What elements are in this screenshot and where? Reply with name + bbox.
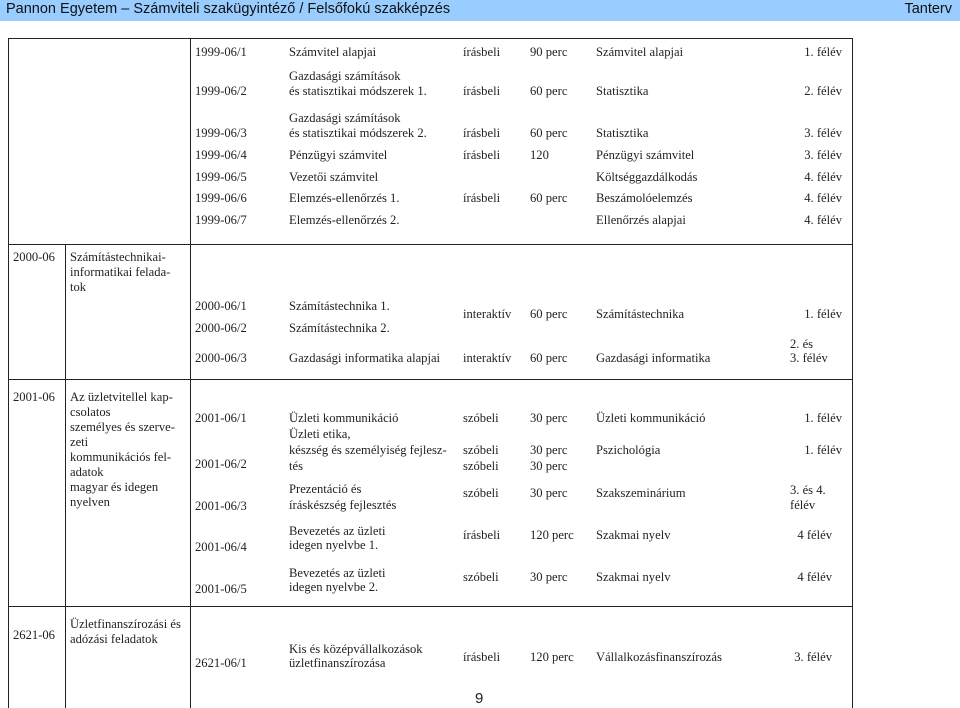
row-code: 1999-06/5 (195, 170, 247, 184)
row-subject-line1: Prezentáció és (289, 482, 362, 496)
page-number: 9 (475, 690, 484, 707)
row-semester-line2: félév (790, 498, 816, 512)
row-exam: írásbeli (463, 45, 501, 59)
module-title-line: Az üzletvitellel kap- (70, 390, 173, 404)
module-title-line: adatok (70, 465, 104, 479)
row-subject-line2: üzletfinanszírozása (289, 656, 386, 670)
row-code: 2001-06/3 (195, 499, 247, 513)
module-title-line: kommunikációs fel- (70, 450, 172, 464)
row-semester: 4 félév (797, 528, 832, 542)
row-prereq: Szakmai nyelv (596, 570, 671, 584)
row-subject: Vezetői számvitel (289, 170, 379, 184)
row-exam: írásbeli (463, 650, 501, 664)
row-subject-line1: Gazdasági számítások (289, 69, 401, 83)
row-code: 2000-06/2 (195, 321, 247, 335)
module-title-line: magyar és idegen (70, 480, 159, 494)
row-subject-line1: Gazdasági számítások (289, 111, 401, 125)
row-subject: Számítástechnika 2. (289, 321, 390, 335)
row-semester: 1. félév (804, 307, 842, 321)
table-border-right (852, 38, 853, 708)
row-prereq: Szakszeminárium (596, 486, 686, 500)
row-code: 2000-06/3 (195, 351, 247, 365)
row-prereq: Beszámolóelemzés (596, 191, 693, 205)
table-border-top (8, 38, 853, 39)
row-time: 30 perc (530, 411, 568, 425)
row-semester-line1: 2. és (790, 337, 814, 351)
row-exam: írásbeli (463, 528, 501, 542)
row-subject: Elemzés-ellenőrzés 1. (289, 191, 400, 205)
row-subject: Pénzügyi számvitel (289, 148, 388, 162)
row-subject-line1: Bevezetés az üzleti (289, 566, 386, 580)
row-semester-line1: 3. és 4. (790, 483, 826, 497)
column-divider-title (190, 38, 191, 708)
table-border-left (8, 38, 9, 708)
module-title-line: zeti (70, 435, 89, 449)
row-time: 30 perc (530, 486, 568, 500)
row-exam: szóbeli (463, 486, 499, 500)
row-prereq: Statisztika (596, 126, 649, 140)
row-time-line2: 30 perc (530, 459, 568, 473)
row-time: 60 perc (530, 126, 568, 140)
row-code: 1999-06/7 (195, 213, 247, 227)
row-code: 2001-06/1 (195, 411, 247, 425)
row-prereq: Számvitel alapjai (596, 45, 684, 59)
row-time: 120 (530, 148, 549, 162)
module-title-line: nyelven (70, 495, 110, 509)
row-subject: Üzleti kommunikáció (289, 411, 399, 425)
row-semester: 1. félév (804, 411, 842, 425)
row-exam-line2: szóbeli (463, 459, 499, 473)
row-prereq: Statisztika (596, 84, 649, 98)
row-code: 1999-06/2 (195, 84, 247, 98)
column-divider-code (65, 244, 66, 708)
row-time: 60 perc (530, 351, 568, 365)
row-subject-line3: tés (289, 459, 303, 473)
module-title-line2: adózási feladatok (70, 632, 158, 646)
row-time: 120 perc (530, 528, 574, 542)
row-time: 120 perc (530, 650, 574, 664)
row-prereq: Üzleti kommunikáció (596, 411, 706, 425)
row-exam-line1: szóbeli (463, 443, 499, 457)
row-code: 2001-06/5 (195, 582, 247, 596)
module-title-line1: Számítástechnikai- (70, 250, 166, 264)
row-code: 2001-06/4 (195, 540, 247, 554)
module-code: 2621-06 (13, 628, 55, 642)
row-exam: interaktív (463, 307, 512, 321)
row-subject-line1: Bevezetés az üzleti (289, 524, 386, 538)
module-title-line3: tok (70, 280, 87, 294)
row-exam: interaktív (463, 351, 512, 365)
row-divider-2001 (8, 379, 853, 380)
row-prereq: Vállalkozásfinanszírozás (596, 650, 722, 664)
row-time: 60 perc (530, 191, 568, 205)
row-semester: 3. félév (794, 650, 832, 664)
header-bar (0, 0, 960, 21)
row-semester: 3. félév (804, 148, 842, 162)
row-time: 60 perc (530, 307, 568, 321)
row-semester: 1. félév (804, 45, 842, 59)
row-divider-2000 (8, 244, 853, 245)
row-subject-line1: Kis és középvállalkozások (289, 642, 423, 656)
row-code: 2621-06/1 (195, 656, 247, 670)
module-code: 2001-06 (13, 390, 55, 404)
row-code: 1999-06/3 (195, 126, 247, 140)
row-subject-line2: íráskészség fejlesztés (289, 498, 397, 512)
row-time-line1: 30 perc (530, 443, 568, 457)
row-exam: írásbeli (463, 148, 501, 162)
header-section: Tanterv (904, 1, 952, 17)
row-subject-line1: Üzleti etika, (289, 427, 351, 441)
row-time: 60 perc (530, 84, 568, 98)
module-title-line2: informatikai felada- (70, 265, 171, 279)
row-subject: Elemzés-ellenőrzés 2. (289, 213, 400, 227)
header-title: Pannon Egyetem – Számviteli szakügyintéző / Felsőfokú szakképzés (6, 1, 451, 17)
row-prereq: Költséggazdálkodás (596, 170, 698, 184)
module-title-line: személyes és szerve- (70, 420, 175, 434)
row-prereq: Pszichológia (596, 443, 661, 457)
row-code: 2001-06/2 (195, 457, 247, 471)
row-prereq: Gazdasági informatika (596, 351, 711, 365)
row-exam: szóbeli (463, 570, 499, 584)
row-subject-line2: és statisztikai módszerek 1. (289, 84, 427, 98)
row-exam: írásbeli (463, 126, 501, 140)
row-semester: 1. félév (804, 443, 842, 457)
row-code: 1999-06/6 (195, 191, 247, 205)
row-exam: írásbeli (463, 84, 501, 98)
row-subject: Gazdasági informatika alapjai (289, 351, 441, 365)
row-time: 90 perc (530, 45, 568, 59)
row-semester: 4. félév (804, 191, 842, 205)
row-prereq: Szakmai nyelv (596, 528, 671, 542)
row-semester: 3. félév (804, 126, 842, 140)
row-code: 1999-06/4 (195, 148, 247, 162)
row-semester: 2. félév (804, 84, 842, 98)
row-subject-line2: idegen nyelvbe 2. (289, 580, 379, 594)
module-title-line1: Üzletfinanszírozási és (70, 617, 181, 631)
row-subject: Számvitel alapjai (289, 45, 377, 59)
row-time: 30 perc (530, 570, 568, 584)
row-exam: írásbeli (463, 191, 501, 205)
row-code: 2000-06/1 (195, 299, 247, 313)
row-semester-line2: 3. félév (790, 351, 828, 365)
row-divider-2621 (8, 606, 853, 607)
row-semester: 4. félév (804, 170, 842, 184)
row-subject-line2: és statisztikai módszerek 2. (289, 126, 427, 140)
row-prereq: Pénzügyi számvitel (596, 148, 695, 162)
row-subject-line2: készség és személyiség fejlesz- (289, 443, 447, 457)
row-semester: 4. félév (804, 213, 842, 227)
row-semester: 4 félév (797, 570, 832, 584)
module-code: 2000-06 (13, 250, 55, 264)
row-prereq: Ellenőrzés alapjai (596, 213, 686, 227)
row-prereq: Számítástechnika (596, 307, 685, 321)
row-subject-line2: idegen nyelvbe 1. (289, 538, 379, 552)
row-subject: Számítástechnika 1. (289, 299, 390, 313)
module-title-line: csolatos (70, 405, 111, 419)
row-code: 1999-06/1 (195, 45, 247, 59)
row-exam: szóbeli (463, 411, 499, 425)
